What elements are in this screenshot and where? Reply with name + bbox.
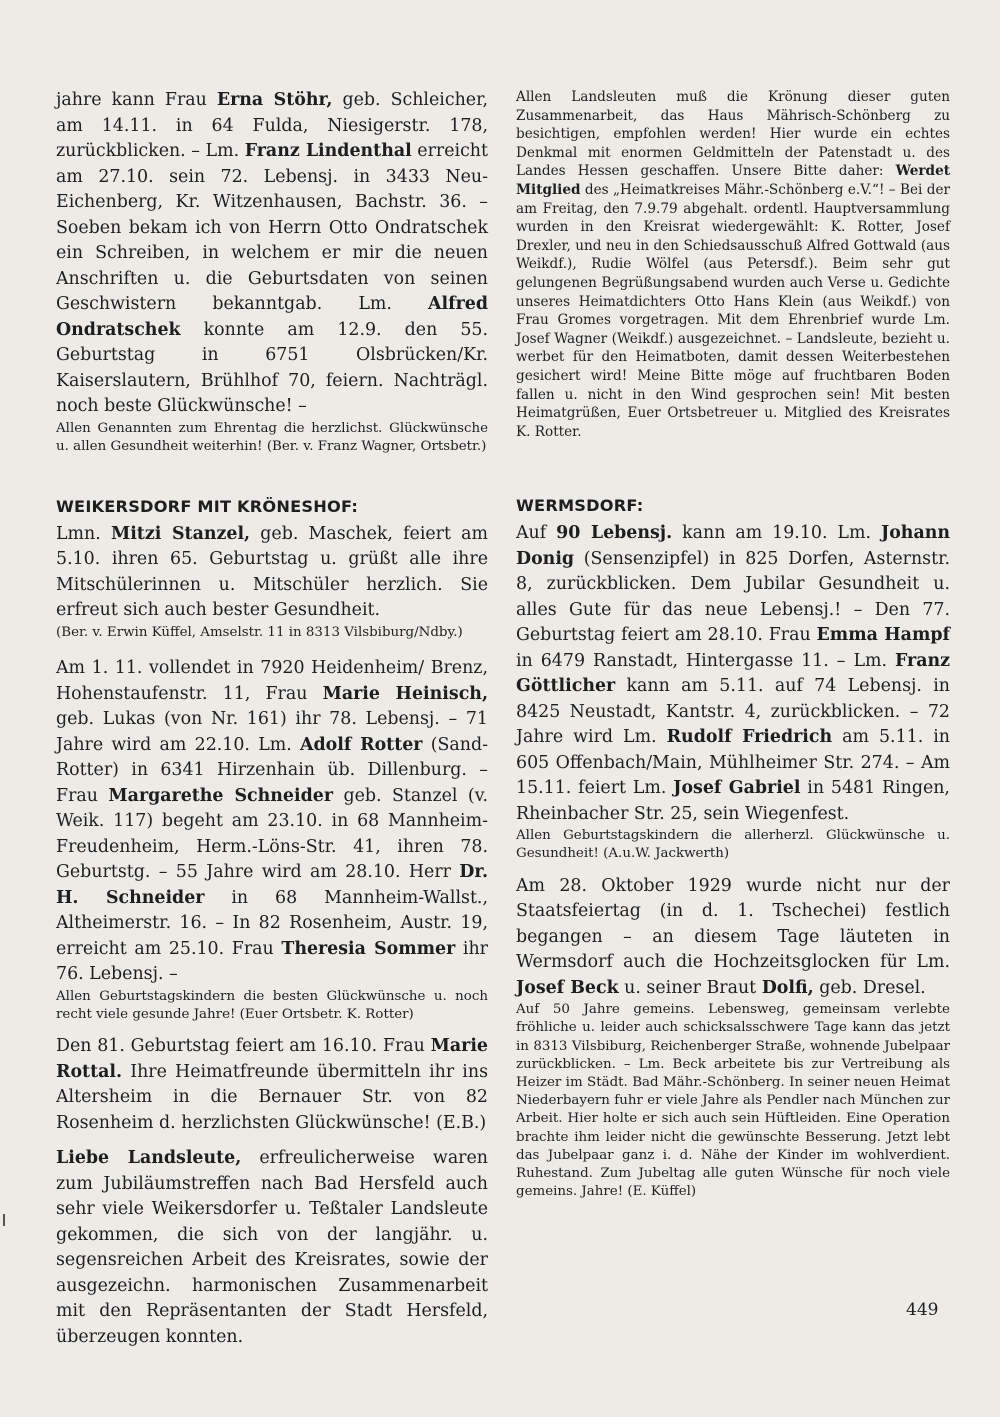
text-run: Ihre Heimatfreunde übermitteln ihr ins Altersheim in die Bernauer Str. von 82 Rosenheim d. herzlichsten Glückwünsche! (E.B.)	[56, 1061, 488, 1133]
text-run: kann am 5.11. auf 74 Lebensj. in 8425 Neustadt, Kantstr. 4, zurückblicken. – 72 Jahre wird Lm.	[516, 676, 950, 748]
section-heading-wermsdorf: WERMSDORF:	[516, 496, 644, 516]
text-run: in 5481 Ringen, Rheinbacher Str. 25, sein Wiegenfest.	[516, 778, 950, 824]
paragraph-birthdays-weikersdorf	[56, 656, 488, 988]
paragraph-mitzi-stanzel	[56, 522, 488, 624]
name-alfred-ondratschek: Alfred Ondratschek	[56, 294, 488, 340]
name-dr-h-schneider: Dr. H. Schneider	[56, 862, 488, 908]
name-dolfi: Dolfi,	[761, 977, 814, 998]
age-90-lebensj: 90 Lebensj.	[556, 523, 673, 544]
name-theresia-sommer: Theresia Sommer	[281, 938, 456, 959]
left-column	[56, 88, 488, 1350]
text-run: erreicht am 27.10. sein 72. Lebensj. in 3433 Neu-Eichenberg, Kr. Witzenhausen, Bachstr. 36. – Soeben bekam ich von Herrn Otto Ondratschek ein Schreiben, in welchem er mir die neuen Anschriften u. die Geburtsdaten von seinen Geschwistern bekanntgab. Lm.	[56, 141, 488, 314]
greeting-note-jackwerth: Allen Geburtstagskindern die allerherzl. Glückwünsche u. Gesundheit! (A.u.W. Jackwerth)	[516, 828, 950, 862]
name-rudolf-friedrich: Rudolf Friedrich	[666, 727, 833, 748]
page-number: 449	[906, 1300, 939, 1320]
greeting-note-rotter: Allen Geburtstagskindern die besten Glückwünsche u. noch recht viele gesunde Jahre! (Euer Ortsbetr. K. Rotter)	[56, 988, 488, 1022]
paragraph-marie-rottal	[56, 1034, 488, 1136]
name-margarethe-schneider: Margarethe Schneider	[108, 785, 333, 806]
text-run: in 6479 Ranstadt, Hintergasse 11. – Lm.	[516, 650, 895, 671]
text-run: Auf	[516, 523, 557, 544]
text-run: (Sand-Rotter) in 6341 Hirzenhain üb. Dillenburg. – Frau	[56, 734, 488, 806]
paragraph-birthdays-wermsdorf	[516, 521, 950, 827]
golden-wedding-note: Auf 50 Jahre gemeins. Lebensweg, gemeinsam verlebte fröhliche u. leider auch schicksalsschwere Tage kann das jetzt in 8313 Vilsbiburg, Reichenberger Straße, wohnende Jubelpaar zurückblicken. – Lm. Beck arbeitete bis zur Vertreibung als Heizer im Städt. Bad Mähr.-Schönberg. In seiner neuen Heimat Niederbayern fuhr er viele Jahre als Pendler nach München zur Arbeit. Hier holte er sich auch sein Hüftleiden. Eine Operation brachte ihm leider nicht die gewünschte Besserung. Jetzt lebt das Jubelpaar ganz i. d. Nähe der Kinder im wohlverdient. Ruhestand. Zum Jubeltag alle guten Wünsche für noch viele gemeins. Jahre! (E. Küffel)	[516, 1002, 950, 1200]
text-run: geb. Dresel.	[813, 977, 926, 998]
text-run: am 5.11. in 605 Offenbach/Main, Mühlheimer Str. 274. – Am 15.11. feiert Lm.	[516, 727, 950, 799]
text-run: geb. Lukas (von Nr. 161) ihr 78. Lebensj. – 71 Jahre wird am 22.10. Lm.	[56, 709, 488, 755]
text-run: Am 1. 11. vollendet in 7920 Heidenheim/ Brenz, Hohenstaufenstr. 11, Frau	[56, 658, 488, 704]
report-note-kueffel: (Ber. v. Erwin Küffel, Amselstr. 11 in 8313 Vilsbiburg/Ndby.)	[56, 624, 463, 640]
text-run: Lmn.	[56, 523, 111, 544]
text-run: Allen Landsleuten muß die Krönung dieser guten Zusammenarbeit, das Haus Mährisch-Schönberg zu besichtigen, empfohlen werden! Hier wurde ein echtes Denkmal mit enormen Geldmitteln der Patenstadt u. des Landes Hessen geschaffen. Unsere Bitte daher:	[516, 89, 950, 180]
text-run: geb. Schleicher, am 14.11. in 64 Fulda, Niesigerstr. 178, zurückblicken. – Lm.	[56, 90, 489, 161]
name-adolf-rotter: Adolf Rotter	[300, 734, 423, 755]
right-column	[516, 88, 950, 1201]
name-mitzi-stanzel: Mitzi Stanzel,	[110, 523, 251, 544]
text-run: erfreulicherweise waren zum Jubiläumstreffen nach Bad Hersfeld auch sehr viele Weikersdorfer u. Teßtaler Landsleute gekommen, die sich von der langjähr. u. segensreichen Arbeit des Kreisrates, sowie der ausgezeichn. harmonischen Zusammenarbeit mit den Repräsentanten der Stadt Hersfeld, überzeugen konnten.	[56, 1148, 488, 1347]
greeting-note-wagner: Allen Genannten zum Ehrentag die herzlichst. Glückwünsche u. allen Gesundheit weiterhin! (Ber. v. Franz Wagner, Ortsbetr.)	[56, 420, 488, 454]
name-franz-goettlicher: Franz Göttlicher	[516, 650, 950, 697]
name-emma-hampf: Emma Hampf	[816, 625, 950, 646]
salutation-liebe-landsleute: Liebe Landsleute,	[56, 1148, 242, 1169]
name-franz-lindenthal: Franz Lindenthal	[244, 141, 412, 161]
paragraph-erna-stoehr	[56, 88, 488, 420]
section-heading-weikersdorf: WEIKERSDORF MIT KRÖNESHOF:	[56, 496, 359, 516]
text-run: ihr 76. Lebensj. –	[56, 938, 488, 985]
name-erna-stoehr: Erna Stöhr,	[216, 90, 333, 110]
text-run: in 68 Mannheim-Wallst., Altheimerstr. 16. – In 82 Rosenheim, Austr. 19, erreicht am 25.10. Frau	[56, 887, 488, 959]
text-run: jahre kann Frau	[56, 90, 217, 110]
paragraph-haus-maehrisch-schoenberg	[516, 88, 950, 441]
paragraph-liebe-landsleute	[56, 1146, 488, 1350]
text-run: kann am 19.10. Lm.	[672, 523, 881, 544]
text-run: geb. Maschek, feiert am 5.10. ihren 65. Geburtstag u. grüßt alle ihre Mitschülerinnen u. Mitschüler herzlich. Sie erfreut sich auch bester Gesundheit.	[56, 523, 488, 621]
name-johann-donig: Johann Donig	[516, 523, 950, 569]
call-werdet-mitglied: Werdet Mitglied	[516, 163, 950, 198]
text-run: u. seiner Braut	[618, 977, 762, 998]
name-josef-beck: Josef Beck	[516, 977, 619, 998]
name-marie-heinisch: Marie Heinisch,	[322, 683, 488, 704]
text-run: Am 28. Oktober 1929 wurde nicht nur der Staatsfeiertag (in d. 1. Tschechei) festlich begangen – an diesem Tage läuteten in Wermsdorf auch die Hochzeitsglocken für Lm.	[516, 875, 950, 973]
text-run: des „Heimatkreises Mähr.-Schönberg e.V.“! – Bei der am Freitag, den 7.9.79 abgehalt. ordentl. Hauptversammlung wurden in den Kreisrat wiedergewählt: K. Rotter, Josef Drexler, und neu in den Schiedsausschuß Alfred Gottwald (aus Weikdf.), Rudie Wölfel (aus Petersdf.). Beim sehr gut gelungenen Begrüßungsabend wurden auch Verse u. Gedichte unseres Heimatdichters Otto Hans Klein (aus Weikdf.) von Frau Gromes vorgetragen. Mit dem Ehrenbrief wurde Lm. Josef Wagner (Weikdf.) ausgezeichnet. – Landsleute, bezieht u. werbet für den Heimatboten, damit dessen Weiterbestehen gesichert wird! Meine Bitte möge auf fruchtbaren Boden fallen u. nicht in den Wind gesprochen sein! Mit besten Heimatgrüßen, Euer Ortsbetreuer u. Mitglied des Kreisrates K. Rotter.	[516, 181, 950, 440]
name-marie-rottal: Marie Rottal.	[56, 1036, 488, 1082]
text-run: geb. Stanzel (v. Weik. 117) begeht am 23.10. in 68 Mannheim-Freudenheim, Herm.-Löns-Str. 41, ihren 78. Geburtstg. – 55 Jahre wird am 28.10. Herr	[56, 785, 489, 883]
text-run: Den 81. Geburtstag feiert am 16.10. Frau	[56, 1036, 431, 1057]
name-josef-gabriel: Josef Gabriel	[673, 778, 801, 799]
paragraph-golden-wedding	[516, 874, 950, 1002]
text-run: konnte am 12.9. den 55. Geburtstag in 6751 Olsbrücken/Kr. Kaiserslautern, Brühlhof 70, feiern. Nachträgl. noch beste Glückwünsche! –	[56, 319, 488, 416]
scan-mark	[3, 1214, 5, 1226]
text-run: (Sensenzipfel) in 825 Dorfen, Asternstr. 8, zurückblicken. Dem Jubilar Gesundheit u. alles Gute für das neue Lebensj.! – Den 77. Geburtstag feiert am 28.10. Frau	[516, 548, 950, 646]
